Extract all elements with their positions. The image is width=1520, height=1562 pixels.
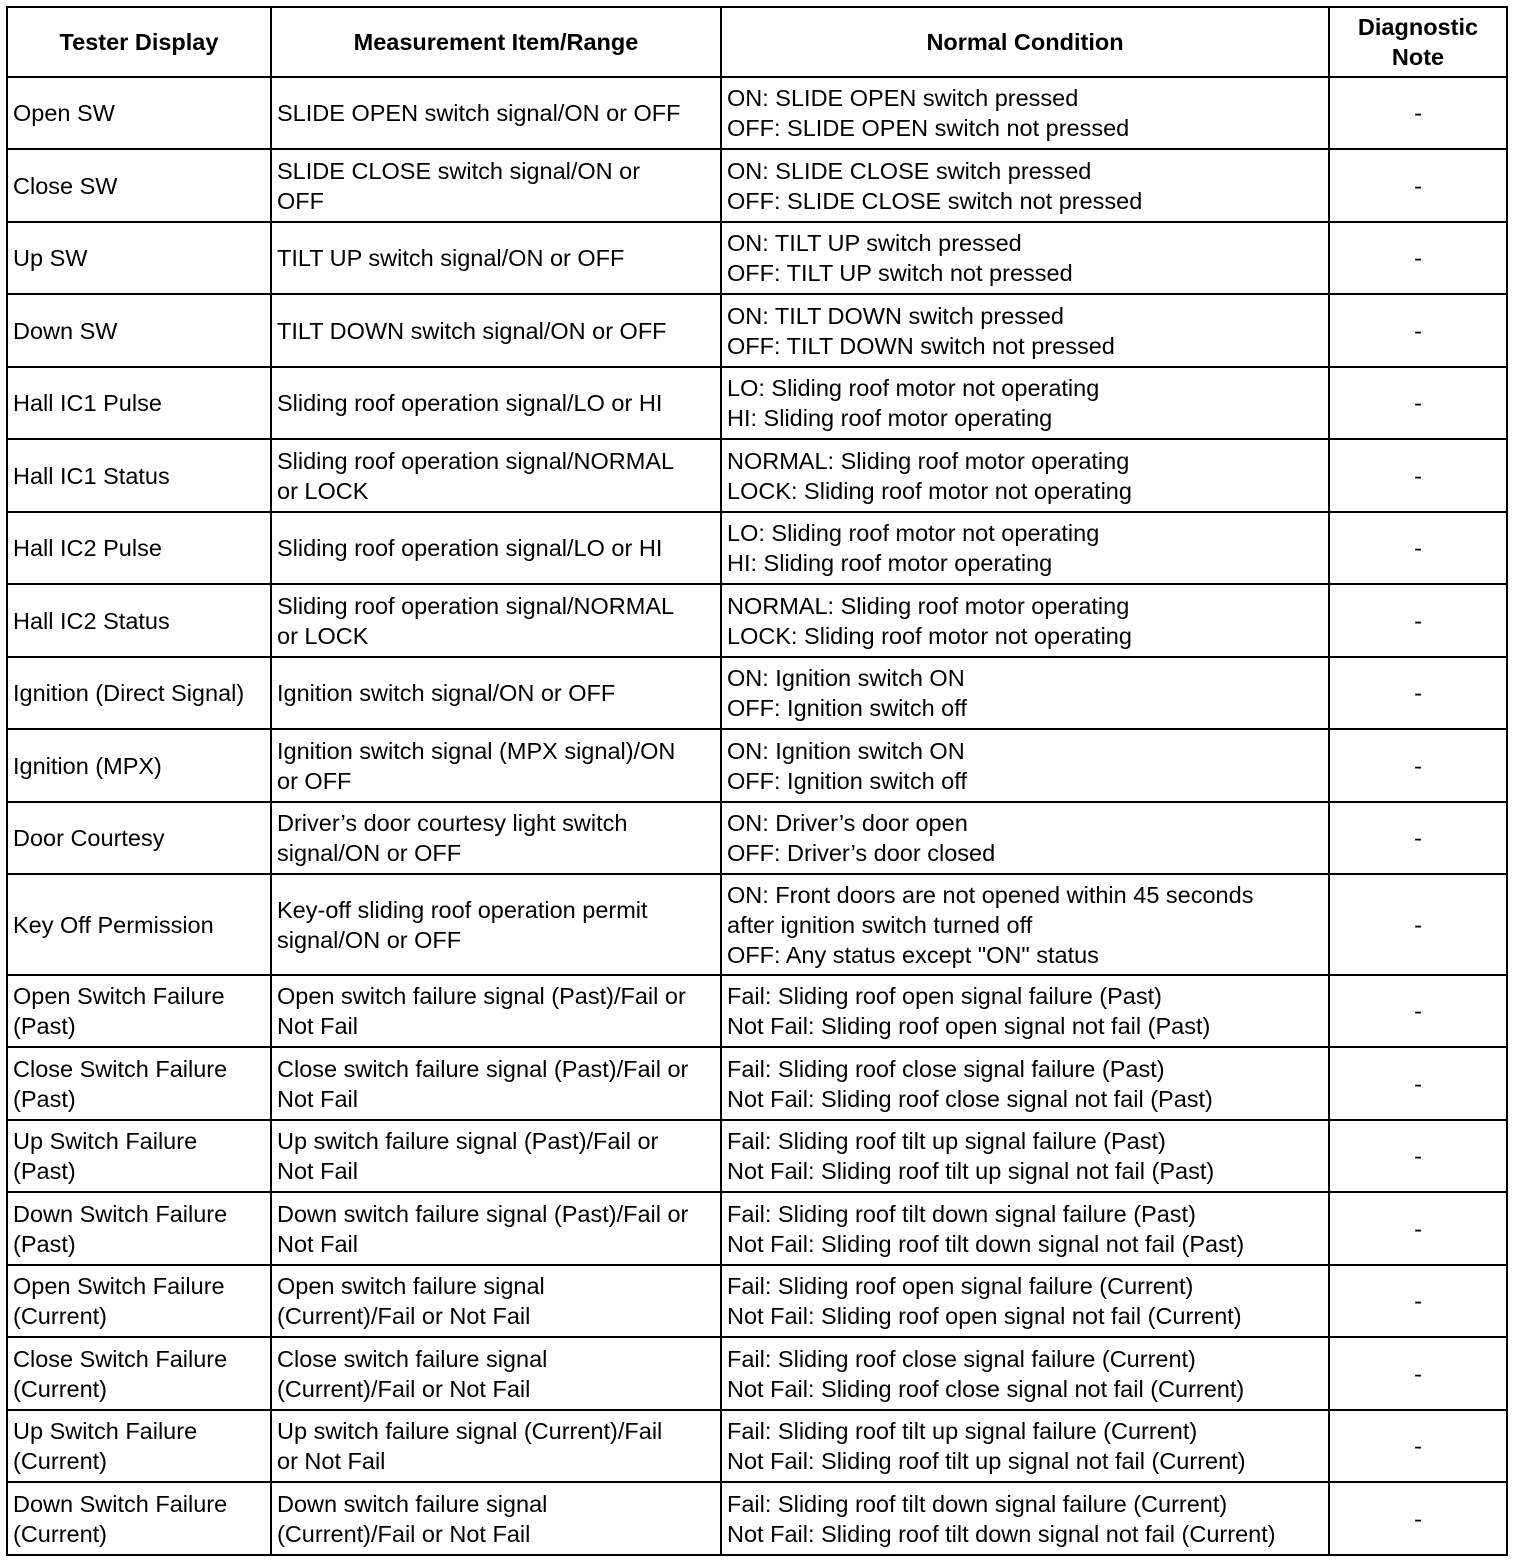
diagnostic-note-cell: - xyxy=(1329,874,1507,975)
measurement-cell-line: Sliding roof operation signal/NORMAL xyxy=(277,592,675,619)
measurement-cell xyxy=(271,1337,721,1409)
normal-condition-cell xyxy=(721,729,1329,801)
diagnostic-note-cell: - xyxy=(1329,222,1507,294)
tester-display-cell xyxy=(7,367,271,439)
table-row xyxy=(7,874,1507,975)
data-list-table xyxy=(6,6,1508,1556)
measurement-cell-line: TILT DOWN switch signal/ON or OFF xyxy=(277,317,667,344)
tester-display-cell xyxy=(7,1047,271,1119)
tester-display-cell-line: Hall IC2 Status xyxy=(13,607,170,634)
normal-condition-cell-line: Fail: Sliding roof close signal failure (Current) xyxy=(727,1345,1196,1372)
tester-display-cell-line: Door Courtesy xyxy=(13,825,165,852)
measurement-cell-line: Not Fail xyxy=(277,1158,358,1185)
measurement-cell xyxy=(271,1120,721,1192)
normal-condition-cell-line: Fail: Sliding roof open signal failure (Current) xyxy=(727,1273,1194,1300)
normal-condition-cell-line: LO: Sliding roof motor not operating xyxy=(727,520,1100,547)
table-row xyxy=(7,77,1507,149)
measurement-cell-line: Down switch failure signal xyxy=(277,1490,548,1517)
normal-condition-cell xyxy=(721,1047,1329,1119)
table-row xyxy=(7,1337,1507,1409)
tester-display-cell xyxy=(7,657,271,729)
measurement-cell-line: Up switch failure signal (Past)/Fail or xyxy=(277,1128,659,1155)
diagnostic-note-cell: - xyxy=(1329,657,1507,729)
diagnostic-note-cell: - xyxy=(1329,77,1507,149)
diagnostic-note-cell: - xyxy=(1329,149,1507,221)
measurement-cell-line: (Current)/Fail or Not Fail xyxy=(277,1303,531,1330)
header-measurement: Measurement Item/Range xyxy=(271,7,721,77)
diagnostic-note-cell: - xyxy=(1329,802,1507,874)
normal-condition-cell xyxy=(721,222,1329,294)
normal-condition-cell xyxy=(721,77,1329,149)
measurement-cell-line: Up switch failure signal (Current)/Fail xyxy=(277,1418,663,1445)
tester-display-cell-line: (Past) xyxy=(13,1158,76,1185)
measurement-cell-line: (Current)/Fail or Not Fail xyxy=(277,1520,531,1547)
normal-condition-cell-line: Fail: Sliding roof open signal failure (Past) xyxy=(727,983,1162,1010)
measurement-cell-line: Open switch failure signal (Past)/Fail or xyxy=(277,983,686,1010)
tester-display-cell-line: Hall IC1 Status xyxy=(13,462,170,489)
normal-condition-cell-line: Fail: Sliding roof tilt down signal failure (Current) xyxy=(727,1490,1228,1517)
tester-display-cell xyxy=(7,439,271,511)
measurement-cell xyxy=(271,1192,721,1264)
diagnostic-note-cell: - xyxy=(1329,1410,1507,1482)
table-row xyxy=(7,367,1507,439)
measurement-cell xyxy=(271,512,721,584)
measurement-cell-line: or Not Fail xyxy=(277,1448,386,1475)
measurement-cell xyxy=(271,874,721,975)
tester-display-cell xyxy=(7,512,271,584)
normal-condition-cell-line: LOCK: Sliding roof motor not operating xyxy=(727,622,1132,649)
normal-condition-cell-line: ON: TILT UP switch pressed xyxy=(727,230,1022,257)
measurement-cell xyxy=(271,222,721,294)
measurement-cell-line: (Current)/Fail or Not Fail xyxy=(277,1375,531,1402)
tester-display-cell-line: (Past) xyxy=(13,1085,76,1112)
measurement-cell xyxy=(271,367,721,439)
normal-condition-cell xyxy=(721,512,1329,584)
measurement-cell-line: Ignition switch signal/ON or OFF xyxy=(277,680,616,707)
table-row xyxy=(7,149,1507,221)
table-row xyxy=(7,975,1507,1047)
normal-condition-cell-line: Not Fail: Sliding roof tilt down signal not fail (Current) xyxy=(727,1520,1276,1547)
diagnostic-note-cell: - xyxy=(1329,1265,1507,1337)
measurement-cell-line: Not Fail xyxy=(277,1013,358,1040)
normal-condition-cell-line: Not Fail: Sliding roof tilt up signal not fail (Current) xyxy=(727,1448,1246,1475)
normal-condition-cell-line: OFF: TILT UP switch not pressed xyxy=(727,260,1073,287)
table-row xyxy=(7,584,1507,656)
tester-display-cell-line: Key Off Permission xyxy=(13,911,214,938)
normal-condition-cell-line: Not Fail: Sliding roof tilt down signal not fail (Past) xyxy=(727,1230,1245,1257)
measurement-cell-line: OFF xyxy=(277,187,324,214)
normal-condition-cell-line: OFF: Driver’s door closed xyxy=(727,840,996,867)
normal-condition-cell xyxy=(721,874,1329,975)
tester-display-cell-line: (Past) xyxy=(13,1230,76,1257)
tester-display-cell xyxy=(7,584,271,656)
normal-condition-cell-line: ON: Ignition switch ON xyxy=(727,737,965,764)
normal-condition-cell xyxy=(721,1337,1329,1409)
normal-condition-cell xyxy=(721,1120,1329,1192)
header-row xyxy=(7,7,1507,77)
normal-condition-cell xyxy=(721,1482,1329,1555)
header-normal-condition: Normal Condition xyxy=(721,7,1329,77)
normal-condition-cell-line: ON: SLIDE OPEN switch pressed xyxy=(727,85,1079,112)
normal-condition-cell xyxy=(721,294,1329,366)
normal-condition-cell-line: Fail: Sliding roof tilt up signal failure (Current) xyxy=(727,1418,1198,1445)
normal-condition-cell-line: LOCK: Sliding roof motor not operating xyxy=(727,477,1132,504)
normal-condition-cell-line: Not Fail: Sliding roof open signal not fail (Current) xyxy=(727,1303,1242,1330)
normal-condition-cell-line: ON: TILT DOWN switch pressed xyxy=(727,302,1064,329)
measurement-cell xyxy=(271,802,721,874)
tester-display-cell-line: Open Switch Failure xyxy=(13,1273,225,1300)
table-row xyxy=(7,802,1507,874)
measurement-cell xyxy=(271,77,721,149)
tester-display-cell-line: (Past) xyxy=(13,1013,76,1040)
tester-display-cell xyxy=(7,975,271,1047)
diagnostic-note-cell: - xyxy=(1329,1120,1507,1192)
measurement-cell-line: SLIDE CLOSE switch signal/ON or xyxy=(277,157,641,184)
tester-display-cell-line: Close Switch Failure xyxy=(13,1345,228,1372)
normal-condition-cell-line: OFF: SLIDE CLOSE switch not pressed xyxy=(727,187,1143,214)
tester-display-cell-line: (Current) xyxy=(13,1448,108,1475)
tester-display-cell xyxy=(7,1482,271,1555)
measurement-cell xyxy=(271,1410,721,1482)
normal-condition-cell xyxy=(721,975,1329,1047)
measurement-cell xyxy=(271,294,721,366)
diagnostic-note-cell: - xyxy=(1329,1337,1507,1409)
table-row xyxy=(7,1120,1507,1192)
tester-display-cell-line: Ignition (Direct Signal) xyxy=(13,680,245,707)
normal-condition-cell xyxy=(721,584,1329,656)
tester-display-cell xyxy=(7,1265,271,1337)
tester-display-cell-line: Open Switch Failure xyxy=(13,983,225,1010)
diagnostic-note-cell: - xyxy=(1329,367,1507,439)
tester-display-cell xyxy=(7,1337,271,1409)
tester-display-cell-line: Close Switch Failure xyxy=(13,1055,228,1082)
table-row xyxy=(7,657,1507,729)
tester-display-cell-line: Open SW xyxy=(13,100,115,127)
normal-condition-cell-line: Not Fail: Sliding roof tilt up signal not fail (Past) xyxy=(727,1158,1215,1185)
tester-display-cell-line: Hall IC2 Pulse xyxy=(13,535,162,562)
normal-condition-cell-line: ON: Front doors are not opened within 45 seconds xyxy=(727,881,1254,908)
header-diagnostic-note-line: Note xyxy=(1391,44,1445,70)
tester-display-cell-line: (Current) xyxy=(13,1303,108,1330)
table-row xyxy=(7,512,1507,584)
table-row xyxy=(7,1265,1507,1337)
normal-condition-cell-line: Fail: Sliding roof tilt down signal failure (Past) xyxy=(727,1200,1196,1227)
measurement-cell-line: Key-off sliding roof operation permit xyxy=(277,896,648,923)
tester-display-cell-line: Ignition (MPX) xyxy=(13,752,162,779)
normal-condition-cell xyxy=(721,657,1329,729)
normal-condition-cell-line: OFF: Ignition switch off xyxy=(727,695,967,722)
header-tester-display: Tester Display xyxy=(7,7,271,77)
measurement-cell-line: Open switch failure signal xyxy=(277,1273,545,1300)
measurement-cell xyxy=(271,439,721,511)
tester-display-cell-line: Close SW xyxy=(13,172,118,199)
measurement-cell-line: Sliding roof operation signal/NORMAL xyxy=(277,447,675,474)
table-row xyxy=(7,729,1507,801)
tester-display-cell xyxy=(7,729,271,801)
normal-condition-cell-line: Fail: Sliding roof close signal failure (Past) xyxy=(727,1055,1165,1082)
normal-condition-cell-line: Not Fail: Sliding roof open signal not fail (Past) xyxy=(727,1013,1211,1040)
measurement-cell-line: Driver’s door courtesy light switch xyxy=(277,810,628,837)
table-row xyxy=(7,1192,1507,1264)
table-row xyxy=(7,294,1507,366)
measurement-cell xyxy=(271,1482,721,1555)
measurement-cell-line: Close switch failure signal xyxy=(277,1345,548,1372)
table-row xyxy=(7,439,1507,511)
diagnostic-note-cell: - xyxy=(1329,975,1507,1047)
tester-display-cell xyxy=(7,1120,271,1192)
tester-display-cell-line: (Current) xyxy=(13,1520,108,1547)
normal-condition-cell-line: OFF: Ignition switch off xyxy=(727,767,967,794)
normal-condition-cell-line: OFF: TILT DOWN switch not pressed xyxy=(727,332,1115,359)
diagnostic-note-cell: - xyxy=(1329,1482,1507,1555)
header-diagnostic-note-line: Diagnostic xyxy=(1357,14,1479,40)
diagnostic-note-cell: - xyxy=(1329,1192,1507,1264)
tester-display-cell-line: Up Switch Failure xyxy=(13,1128,198,1155)
diagnostic-note-cell: - xyxy=(1329,729,1507,801)
normal-condition-cell xyxy=(721,367,1329,439)
normal-condition-cell xyxy=(721,1192,1329,1264)
normal-condition-cell-line: NORMAL: Sliding roof motor operating xyxy=(727,592,1130,619)
normal-condition-cell-line: HI: Sliding roof motor operating xyxy=(727,550,1053,577)
normal-condition-cell-line: OFF: Any status except "ON" status xyxy=(727,941,1099,968)
tester-display-cell xyxy=(7,294,271,366)
normal-condition-cell xyxy=(721,1265,1329,1337)
measurement-cell-line: Sliding roof operation signal/LO or HI xyxy=(277,390,663,417)
measurement-cell-line: Not Fail xyxy=(277,1230,358,1257)
measurement-cell-line: TILT UP switch signal/ON or OFF xyxy=(277,245,625,272)
measurement-cell-line: Not Fail xyxy=(277,1085,358,1112)
tester-display-cell xyxy=(7,1410,271,1482)
table-row xyxy=(7,1047,1507,1119)
table-row xyxy=(7,1410,1507,1482)
normal-condition-cell-line: after ignition switch turned off xyxy=(727,911,1033,938)
measurement-cell-line: Ignition switch signal (MPX signal)/ON xyxy=(277,737,676,764)
diagnostic-note-cell: - xyxy=(1329,512,1507,584)
diagnostic-note-cell: - xyxy=(1329,1047,1507,1119)
table-row xyxy=(7,222,1507,294)
normal-condition-cell xyxy=(721,1410,1329,1482)
tester-display-cell-line: Down Switch Failure xyxy=(13,1490,228,1517)
measurement-cell-line: SLIDE OPEN switch signal/ON or OFF xyxy=(277,100,681,127)
tester-display-cell xyxy=(7,77,271,149)
tester-display-cell xyxy=(7,874,271,975)
measurement-cell-line: Down switch failure signal (Past)/Fail or xyxy=(277,1200,689,1227)
table-row xyxy=(7,1482,1507,1555)
tester-display-cell-line: Up SW xyxy=(13,245,88,272)
diagnostic-note-cell: - xyxy=(1329,294,1507,366)
diagnostic-note-cell: - xyxy=(1329,584,1507,656)
normal-condition-cell-line: ON: SLIDE CLOSE switch pressed xyxy=(727,157,1092,184)
normal-condition-cell-line: LO: Sliding roof motor not operating xyxy=(727,375,1100,402)
measurement-cell-line: or LOCK xyxy=(277,622,369,649)
normal-condition-cell-line: ON: Driver’s door open xyxy=(727,810,968,837)
normal-condition-cell xyxy=(721,802,1329,874)
measurement-cell xyxy=(271,1047,721,1119)
normal-condition-cell-line: Not Fail: Sliding roof close signal not fail (Current) xyxy=(727,1375,1245,1402)
measurement-cell xyxy=(271,975,721,1047)
normal-condition-cell-line: Fail: Sliding roof tilt up signal failure (Past) xyxy=(727,1128,1166,1155)
tester-display-cell xyxy=(7,149,271,221)
header-diagnostic-note xyxy=(1329,7,1507,77)
measurement-cell xyxy=(271,584,721,656)
measurement-cell xyxy=(271,149,721,221)
tester-display-cell-line: Hall IC1 Pulse xyxy=(13,390,162,417)
normal-condition-cell-line: ON: Ignition switch ON xyxy=(727,665,965,692)
tester-display-cell-line: Down Switch Failure xyxy=(13,1200,228,1227)
normal-condition-cell xyxy=(721,149,1329,221)
tester-display-cell xyxy=(7,802,271,874)
measurement-cell-line: Close switch failure signal (Past)/Fail or xyxy=(277,1055,689,1082)
measurement-cell-line: or LOCK xyxy=(277,477,369,504)
normal-condition-cell-line: Not Fail: Sliding roof close signal not fail (Past) xyxy=(727,1085,1213,1112)
tester-display-cell-line: Down SW xyxy=(13,317,118,344)
tester-display-cell-line: Up Switch Failure xyxy=(13,1418,198,1445)
measurement-cell xyxy=(271,657,721,729)
normal-condition-cell-line: NORMAL: Sliding roof motor operating xyxy=(727,447,1130,474)
measurement-cell-line: signal/ON or OFF xyxy=(277,840,462,867)
table-body xyxy=(7,77,1507,1555)
measurement-cell xyxy=(271,1265,721,1337)
tester-display-cell xyxy=(7,1192,271,1264)
tester-display-cell xyxy=(7,222,271,294)
normal-condition-cell-line: OFF: SLIDE OPEN switch not pressed xyxy=(727,115,1130,142)
measurement-cell xyxy=(271,729,721,801)
diagnostic-note-cell: - xyxy=(1329,439,1507,511)
normal-condition-cell xyxy=(721,439,1329,511)
measurement-cell-line: or OFF xyxy=(277,767,352,794)
measurement-cell-line: Sliding roof operation signal/LO or HI xyxy=(277,535,663,562)
normal-condition-cell-line: HI: Sliding roof motor operating xyxy=(727,405,1053,432)
tester-display-cell-line: (Current) xyxy=(13,1375,108,1402)
measurement-cell-line: signal/ON or OFF xyxy=(277,926,462,953)
